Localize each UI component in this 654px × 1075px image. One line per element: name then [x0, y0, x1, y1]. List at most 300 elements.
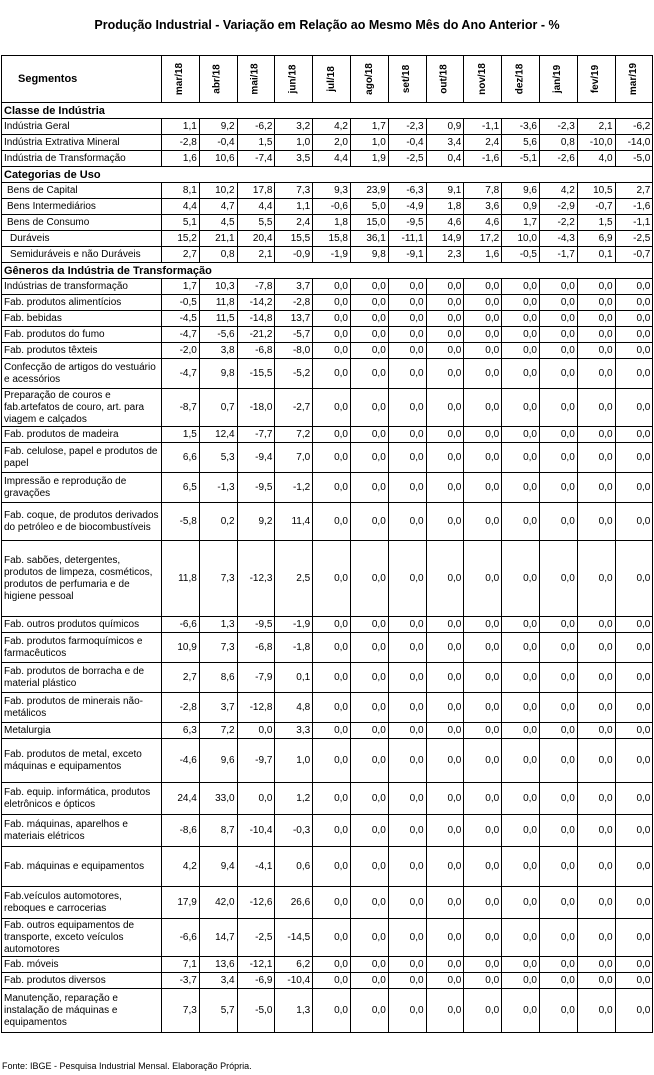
value-cell: 5,6: [502, 135, 540, 151]
value-cell: -1,7: [539, 247, 577, 263]
value-cell: 0,0: [388, 443, 426, 473]
value-cell: 24,4: [162, 783, 200, 815]
value-cell: 7,2: [199, 723, 237, 739]
value-cell: 0,0: [426, 427, 464, 443]
value-cell: 0,0: [388, 295, 426, 311]
value-cell: 4,4: [313, 151, 351, 167]
value-cell: 0,0: [502, 633, 540, 663]
value-cell: -1,2: [275, 473, 313, 503]
value-cell: 5,0: [350, 199, 388, 215]
value-cell: 0,0: [426, 989, 464, 1033]
value-cell: 1,6: [464, 247, 502, 263]
value-cell: 0,0: [502, 663, 540, 693]
value-cell: 0,0: [539, 887, 577, 919]
value-cell: 0,0: [539, 343, 577, 359]
value-cell: 0,0: [350, 847, 388, 887]
month-label: dez/18: [514, 63, 526, 95]
value-cell: 0,0: [313, 783, 351, 815]
value-cell: 0,0: [426, 847, 464, 887]
value-cell: 0,0: [502, 427, 540, 443]
value-cell: 0,0: [426, 973, 464, 989]
value-cell: 0,0: [539, 693, 577, 723]
value-cell: 0,0: [388, 279, 426, 295]
value-cell: 1,5: [577, 215, 615, 231]
value-cell: 0,0: [615, 541, 653, 617]
table-title: Produção Industrial - Variação em Relação ao Mesmo Mês do Ano Anterior - %: [94, 18, 560, 32]
table-row: [2, 989, 653, 1033]
row-label: Fab. produtos de metal, exceto máquinas e equipamentos: [2, 739, 162, 783]
month-header: [426, 56, 464, 103]
value-cell: 0,0: [539, 617, 577, 633]
value-cell: 0,0: [464, 359, 502, 389]
value-cell: 0,0: [615, 295, 653, 311]
value-cell: 8,7: [199, 815, 237, 847]
month-label: abr/18: [212, 64, 224, 94]
value-cell: 3,7: [275, 279, 313, 295]
value-cell: -1,6: [464, 151, 502, 167]
month-header: [162, 56, 200, 103]
value-cell: -1,1: [615, 215, 653, 231]
value-cell: -14,5: [275, 919, 313, 957]
value-cell: 0,0: [539, 541, 577, 617]
value-cell: 0,0: [539, 957, 577, 973]
value-cell: 0,0: [426, 633, 464, 663]
value-cell: -2,8: [275, 295, 313, 311]
value-cell: 2,4: [275, 215, 313, 231]
table-row: [2, 973, 653, 989]
value-cell: -9,5: [237, 617, 275, 633]
value-cell: 23,9: [350, 183, 388, 199]
value-cell: -9,1: [388, 247, 426, 263]
value-cell: 0,0: [615, 311, 653, 327]
month-header: [577, 56, 615, 103]
value-cell: 1,8: [313, 215, 351, 231]
row-label: Fab.veículos automotores, reboques e carrocerias: [2, 887, 162, 919]
value-cell: 0,0: [615, 633, 653, 663]
value-cell: 0,0: [615, 887, 653, 919]
value-cell: 0,0: [577, 919, 615, 957]
month-label: ago/18: [363, 63, 375, 95]
table-row: [2, 183, 653, 199]
table-row: [2, 199, 653, 215]
value-cell: 0,0: [388, 343, 426, 359]
row-label: Fab. máquinas e equipamentos: [2, 847, 162, 887]
value-cell: -6,2: [237, 119, 275, 135]
month-header: [464, 56, 502, 103]
value-cell: -5,6: [199, 327, 237, 343]
value-cell: 0,0: [426, 473, 464, 503]
value-cell: 0,0: [539, 989, 577, 1033]
value-cell: -12,3: [237, 541, 275, 617]
value-cell: 0,0: [502, 723, 540, 739]
value-cell: -2,9: [539, 199, 577, 215]
value-cell: 6,2: [275, 957, 313, 973]
value-cell: 2,7: [162, 247, 200, 263]
value-cell: 1,3: [275, 989, 313, 1033]
value-cell: 0,0: [313, 723, 351, 739]
row-label: Fab. celulose, papel e produtos de papel: [2, 443, 162, 473]
value-cell: 0,0: [464, 541, 502, 617]
month-header: [275, 56, 313, 103]
segment-header: Segmentos: [2, 56, 162, 103]
value-cell: -5,2: [275, 359, 313, 389]
value-cell: 0,0: [577, 541, 615, 617]
table-row: [2, 723, 653, 739]
value-cell: 0,0: [577, 279, 615, 295]
row-label: Fab. produtos diversos: [2, 973, 162, 989]
value-cell: 0,0: [388, 815, 426, 847]
value-cell: -6,8: [237, 343, 275, 359]
row-label: Fab. produtos alimentícios: [2, 295, 162, 311]
value-cell: 0,0: [502, 919, 540, 957]
value-cell: 0,0: [350, 989, 388, 1033]
row-label: Fab. produtos do fumo: [2, 327, 162, 343]
value-cell: 0,0: [577, 633, 615, 663]
value-cell: 0,0: [313, 311, 351, 327]
value-cell: 0,0: [539, 279, 577, 295]
value-cell: 1,8: [426, 199, 464, 215]
value-cell: 0,0: [313, 503, 351, 541]
value-cell: -18,0: [237, 389, 275, 427]
value-cell: 0,0: [615, 443, 653, 473]
value-cell: 0,0: [426, 503, 464, 541]
value-cell: 0,0: [502, 957, 540, 973]
value-cell: 9,6: [502, 183, 540, 199]
month-header: [199, 56, 237, 103]
value-cell: 8,1: [162, 183, 200, 199]
row-label: Impressão e reprodução de gravações: [2, 473, 162, 503]
value-cell: -4,9: [388, 199, 426, 215]
value-cell: 13,7: [275, 311, 313, 327]
section-title: Classe de Indústria: [2, 103, 653, 119]
value-cell: 0,0: [539, 359, 577, 389]
value-cell: 1,2: [275, 783, 313, 815]
value-cell: 0,0: [577, 473, 615, 503]
month-header: [502, 56, 540, 103]
table-row: [2, 739, 653, 783]
month-label: jun/18: [287, 64, 299, 94]
value-cell: -2,8: [162, 135, 200, 151]
month-label: jul/18: [325, 66, 337, 92]
value-cell: -5,8: [162, 503, 200, 541]
value-cell: 0,0: [388, 473, 426, 503]
value-cell: 0,0: [577, 311, 615, 327]
value-cell: -6,8: [237, 633, 275, 663]
value-cell: 0,0: [426, 617, 464, 633]
value-cell: -2,0: [162, 343, 200, 359]
table-row: [2, 919, 653, 957]
value-cell: 0,0: [615, 693, 653, 723]
value-cell: -7,8: [237, 279, 275, 295]
value-cell: -1,9: [275, 617, 313, 633]
value-cell: 0,0: [502, 973, 540, 989]
value-cell: 0,2: [199, 503, 237, 541]
value-cell: -8,6: [162, 815, 200, 847]
value-cell: 2,1: [237, 247, 275, 263]
value-cell: -9,4: [237, 443, 275, 473]
value-cell: 0,0: [539, 311, 577, 327]
value-cell: 0,0: [464, 663, 502, 693]
value-cell: 0,0: [350, 723, 388, 739]
value-cell: 26,6: [275, 887, 313, 919]
value-cell: 6,6: [162, 443, 200, 473]
value-cell: 15,2: [162, 231, 200, 247]
value-cell: 0,0: [577, 663, 615, 693]
value-cell: 0,0: [502, 359, 540, 389]
value-cell: -6,6: [162, 617, 200, 633]
value-cell: 0,0: [388, 919, 426, 957]
month-header: [237, 56, 275, 103]
value-cell: -2,2: [539, 215, 577, 231]
value-cell: 9,1: [426, 183, 464, 199]
row-label: Bens de Capital: [2, 183, 162, 199]
value-cell: -2,6: [539, 151, 577, 167]
month-header: [350, 56, 388, 103]
value-cell: 2,7: [615, 183, 653, 199]
value-cell: 0,0: [464, 473, 502, 503]
value-cell: 0,0: [388, 973, 426, 989]
value-cell: 0,0: [539, 633, 577, 663]
value-cell: 0,0: [577, 723, 615, 739]
value-cell: 14,7: [199, 919, 237, 957]
value-cell: 0,0: [464, 617, 502, 633]
value-cell: 0,0: [502, 327, 540, 343]
value-cell: 0,0: [388, 311, 426, 327]
value-cell: -0,4: [199, 135, 237, 151]
value-cell: 0,0: [313, 739, 351, 783]
value-cell: 14,9: [426, 231, 464, 247]
row-label: Indústria Geral: [2, 119, 162, 135]
value-cell: -9,5: [388, 215, 426, 231]
value-cell: 0,0: [313, 663, 351, 693]
value-cell: 0,0: [502, 473, 540, 503]
value-cell: 0,0: [388, 327, 426, 343]
value-cell: 10,6: [199, 151, 237, 167]
month-header: [615, 56, 653, 103]
value-cell: 0,0: [350, 957, 388, 973]
value-cell: -4,1: [237, 847, 275, 887]
value-cell: 0,0: [577, 887, 615, 919]
value-cell: 20,4: [237, 231, 275, 247]
value-cell: 0,0: [615, 389, 653, 427]
value-cell: 0,0: [388, 427, 426, 443]
value-cell: 0,0: [615, 973, 653, 989]
value-cell: 0,9: [502, 199, 540, 215]
value-cell: -0,5: [162, 295, 200, 311]
value-cell: 0,0: [313, 847, 351, 887]
value-cell: -6,2: [615, 119, 653, 135]
value-cell: 3,8: [199, 343, 237, 359]
value-cell: -1,3: [199, 473, 237, 503]
value-cell: 0,0: [539, 973, 577, 989]
row-label: Duráveis: [2, 231, 162, 247]
row-label: Preparação de couros e fab.artefatos de couro, art. para viagem e calçados: [2, 389, 162, 427]
value-cell: 0,0: [426, 343, 464, 359]
value-cell: -2,3: [539, 119, 577, 135]
source-footnote: Fonte: IBGE - Pesquisa Industrial Mensal. Elaboração Própria.: [2, 1061, 252, 1071]
value-cell: 0,0: [615, 957, 653, 973]
value-cell: 0,0: [313, 327, 351, 343]
row-label: Fab. produtos têxteis: [2, 343, 162, 359]
value-cell: 7,3: [199, 541, 237, 617]
value-cell: -2,5: [237, 919, 275, 957]
value-cell: 0,0: [502, 389, 540, 427]
value-cell: 0,0: [313, 427, 351, 443]
value-cell: 0,0: [502, 343, 540, 359]
value-cell: 0,0: [350, 633, 388, 663]
value-cell: 7,3: [199, 633, 237, 663]
row-label: Fab. bebidas: [2, 311, 162, 327]
value-cell: 0,0: [464, 887, 502, 919]
value-cell: 0,0: [388, 541, 426, 617]
value-cell: 2,3: [426, 247, 464, 263]
value-cell: 11,4: [275, 503, 313, 541]
row-label: Confecção de artigos do vestuário e acessórios: [2, 359, 162, 389]
value-cell: 0,0: [502, 443, 540, 473]
value-cell: 0,0: [502, 617, 540, 633]
value-cell: 0,0: [502, 739, 540, 783]
month-label: mar/19: [627, 62, 639, 96]
value-cell: 0,0: [577, 815, 615, 847]
row-label: Fab. produtos de borracha e de material plástico: [2, 663, 162, 693]
table-row: [2, 279, 653, 295]
value-cell: 0,0: [350, 473, 388, 503]
row-label: Fab. outros equipamentos de transporte, exceto veículos automotores: [2, 919, 162, 957]
table-row: [2, 327, 653, 343]
value-cell: 0,0: [313, 919, 351, 957]
value-cell: 0,0: [350, 343, 388, 359]
value-cell: -6,6: [162, 919, 200, 957]
value-cell: 0,0: [539, 919, 577, 957]
month-header: [539, 56, 577, 103]
value-cell: 0,0: [615, 327, 653, 343]
month-header: [313, 56, 351, 103]
value-cell: -10,0: [577, 135, 615, 151]
value-cell: 4,7: [199, 199, 237, 215]
value-cell: 5,5: [237, 215, 275, 231]
month-label: mar/18: [174, 62, 186, 96]
value-cell: 0,0: [464, 919, 502, 957]
value-cell: 7,0: [275, 443, 313, 473]
value-cell: 0,0: [615, 989, 653, 1033]
value-cell: -4,5: [162, 311, 200, 327]
value-cell: 0,0: [577, 295, 615, 311]
value-cell: -9,7: [237, 739, 275, 783]
value-cell: 0,0: [539, 389, 577, 427]
value-cell: 0,0: [350, 541, 388, 617]
value-cell: 11,8: [162, 541, 200, 617]
value-cell: 5,1: [162, 215, 200, 231]
value-cell: -2,8: [162, 693, 200, 723]
value-cell: 0,0: [502, 295, 540, 311]
value-cell: -4,6: [162, 739, 200, 783]
value-cell: 0,7: [199, 389, 237, 427]
value-cell: -1,8: [275, 633, 313, 663]
value-cell: 0,0: [350, 279, 388, 295]
value-cell: -5,0: [237, 989, 275, 1033]
table-row: [2, 215, 653, 231]
value-cell: 0,0: [388, 503, 426, 541]
value-cell: 0,0: [577, 957, 615, 973]
value-cell: 0,0: [539, 427, 577, 443]
value-cell: -8,7: [162, 389, 200, 427]
row-label: Semiduráveis e não Duráveis: [2, 247, 162, 263]
value-cell: -2,5: [388, 151, 426, 167]
value-cell: 0,0: [350, 783, 388, 815]
value-cell: 0,0: [313, 633, 351, 663]
value-cell: 0,0: [615, 617, 653, 633]
value-cell: -5,0: [615, 151, 653, 167]
value-cell: 0,0: [539, 847, 577, 887]
month-header: [388, 56, 426, 103]
value-cell: -10,4: [275, 973, 313, 989]
value-cell: 0,0: [313, 443, 351, 473]
value-cell: 0,0: [388, 663, 426, 693]
value-cell: 17,8: [237, 183, 275, 199]
value-cell: 0,0: [313, 343, 351, 359]
value-cell: 0,0: [426, 389, 464, 427]
value-cell: 4,6: [426, 215, 464, 231]
value-cell: 0,0: [464, 815, 502, 847]
value-cell: 4,0: [577, 151, 615, 167]
value-cell: 0,8: [199, 247, 237, 263]
table-row: [2, 473, 653, 503]
value-cell: 0,0: [577, 389, 615, 427]
value-cell: 0,0: [539, 723, 577, 739]
value-cell: 0,0: [237, 783, 275, 815]
value-cell: 10,5: [577, 183, 615, 199]
value-cell: 0,0: [426, 815, 464, 847]
value-cell: -21,2: [237, 327, 275, 343]
value-cell: 1,0: [275, 739, 313, 783]
value-cell: 0,0: [350, 815, 388, 847]
value-cell: 0,0: [502, 783, 540, 815]
value-cell: 1,7: [502, 215, 540, 231]
value-cell: 0,0: [237, 723, 275, 739]
value-cell: -2,5: [615, 231, 653, 247]
value-cell: 0,0: [539, 815, 577, 847]
value-cell: 0,0: [539, 443, 577, 473]
value-cell: 0,0: [313, 815, 351, 847]
value-cell: 15,8: [313, 231, 351, 247]
value-cell: 0,0: [388, 739, 426, 783]
value-cell: 0,0: [615, 279, 653, 295]
value-cell: 3,7: [199, 693, 237, 723]
row-label: Indústria Extrativa Mineral: [2, 135, 162, 151]
value-cell: 0,8: [539, 135, 577, 151]
value-cell: 36,1: [350, 231, 388, 247]
table-row: [2, 541, 653, 617]
value-cell: 3,4: [426, 135, 464, 151]
value-cell: -7,4: [237, 151, 275, 167]
value-cell: -2,7: [275, 389, 313, 427]
value-cell: 7,1: [162, 957, 200, 973]
value-cell: 0,0: [464, 343, 502, 359]
table-row: [2, 443, 653, 473]
value-cell: 0,0: [577, 847, 615, 887]
table-row: [2, 311, 653, 327]
value-cell: -4,7: [162, 359, 200, 389]
row-label: Fab. coque, de produtos derivados do petróleo e de biocombustíveis: [2, 503, 162, 541]
value-cell: 0,0: [502, 279, 540, 295]
table-row: [2, 783, 653, 815]
value-cell: 2,4: [464, 135, 502, 151]
value-cell: -14,2: [237, 295, 275, 311]
value-cell: 0,0: [426, 311, 464, 327]
table-row: [2, 151, 653, 167]
value-cell: 0,0: [313, 389, 351, 427]
value-cell: 0,0: [615, 847, 653, 887]
